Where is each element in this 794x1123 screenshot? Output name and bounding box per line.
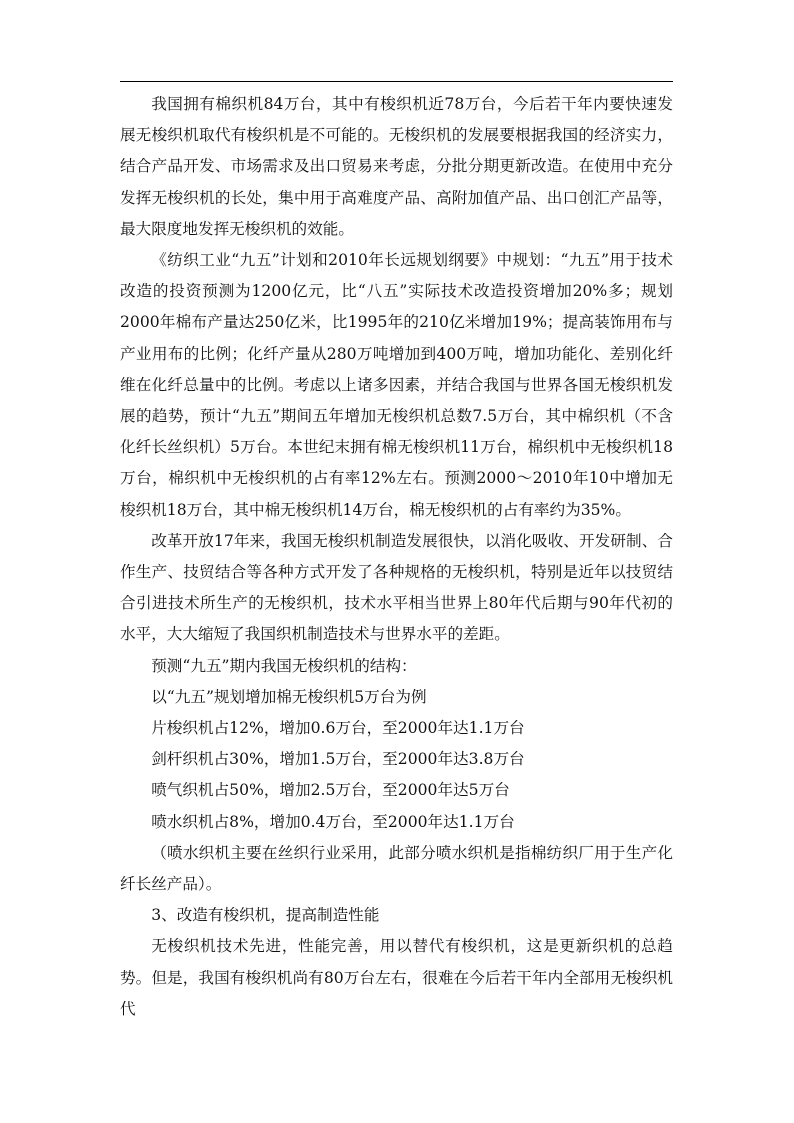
paragraph-five-year-plan: 《纺织工业“九五”计划和2010年长远规划纲要》中规划：“九五”用于技术改造的投资预测为1200亿元，比“八五”实际技术改造投资增加20%多；规划2000年棉布产量达250亿米，比1995年的210亿米增加19%；提高装饰用布与产业用布的比例；化纤产量从280万吨增加到400万吨，增加功能化、差别化纤维在化纤总量中的比例。考虑以上诸多因素，并结合我国与世界各国无梭织机发展的趋势，预计“九五”期间五年增加无梭织机总数7.5万台，其中棉织机（不含化纤长丝织机）5万台。本世纪末拥有棉无梭织机11万台，棉织机中无梭织机18万台，棉织机中无梭织机的占有率12%左右。预测2000～2010年10中增加无梭织机18万台，其中棉无梭织机14万台，棉无梭织机的占有率约为35%。 bbox=[120, 251, 673, 519]
document-body bbox=[120, 89, 673, 1025]
paragraph-reform-progress: 改革开放17年来，我国无梭织机制造发展很快，以消化吸收、开发研制、合作生产、技贸结合等各种方式开发了各种规格的无梭织机，特别是近年以技贸结合引进技术所生产的无梭织机，技术水平相当世界上80年代后期与90年代初的水平，大大缩短了我国织机制造技术与世界水平的差距。 bbox=[120, 531, 673, 644]
list-item-projectile-loom: 片梭织机占12%，增加0.6万台，至2000年达1.1万台 bbox=[151, 719, 525, 738]
list-item-rapier-loom: 剑杆织机占30%，增加1.5万台，至2000年达3.8万台 bbox=[151, 750, 525, 769]
list-item-air-jet-loom: 喷气织机占50%，增加2.5万台，至2000年达5万台 bbox=[151, 781, 510, 800]
list-item-water-jet-loom: 喷水织机占8%，增加0.4万台，至2000年达1.1万台 bbox=[151, 812, 515, 831]
paragraph-looms-overview: 我国拥有棉织机84万台，其中有梭织机近78万台，今后若干年内要快速发展无梭织机取代有梭织机是不可能的。无梭织机的发展要根据我国的经济实力，结合产品开发、市场需求及出口贸易来考虑，分批分期更新改造。在使用中充分发挥无梭织机的长处，集中用于高难度产品、高附加值产品、出口创汇产品等，最大限度地发挥无梭织机的效能。 bbox=[120, 95, 673, 238]
paragraph-upgrade-trend: 无梭织机技术先进，性能完善，用以替代有梭织机，这是更新织机的总趋势。但是，我国有梭织机尚有80万台左右，很难在今后若干年内全部用无梭织机代 bbox=[120, 937, 673, 1018]
paragraph-water-jet-note: （喷水织机主要在丝织行业采用，此部分喷水织机是指棉纺织厂用于生产化纤长丝产品）。 bbox=[120, 843, 673, 894]
section-heading-3: 3、改造有梭织机，提高制造性能 bbox=[151, 906, 380, 925]
header-rule bbox=[120, 81, 673, 82]
paragraph-structure-forecast: 预测“九五”期内我国无梭织机的结构： bbox=[151, 656, 417, 675]
paragraph-example-intro: 以“九五”规划增加棉无梭织机5万台为例 bbox=[151, 687, 427, 706]
